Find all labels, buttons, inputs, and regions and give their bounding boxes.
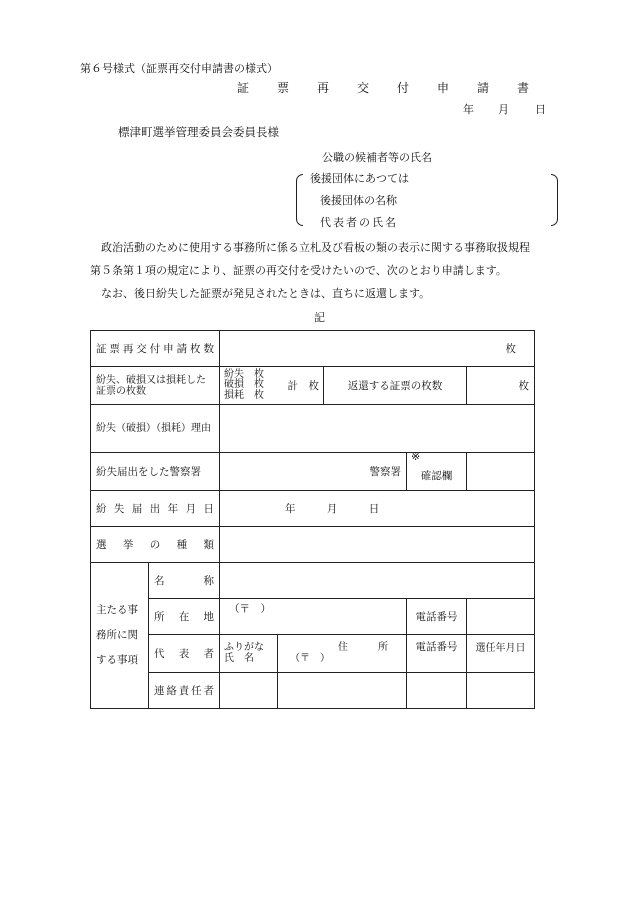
office-phone-label: 電話番号 [407, 599, 467, 635]
report-date-day: 日 [368, 503, 380, 515]
candidate-name-label: 公職の候補者等の氏名 [322, 151, 432, 164]
body-line-3: なお、後日紛失した証票が発見されたときは、直ちに返還します。 [101, 287, 431, 300]
total-label: 計 枚 [287, 380, 319, 392]
police-field[interactable]: 警察署 [220, 453, 407, 491]
row-reissue-count [91, 331, 535, 367]
office-group-line-3: する事項 [96, 654, 138, 666]
office-group-line-2: 務所に関 [96, 629, 138, 641]
confirm-label-cell [407, 450, 467, 491]
row-contact [91, 673, 535, 709]
lost-label: 紛失 枚 [224, 368, 264, 380]
row-report-date [91, 491, 535, 527]
office-address-label: 所在地 [149, 599, 220, 635]
form-number: 第６号様式（証票再交付申請書の様式） [80, 62, 278, 75]
body-line-2: 第５条第１項の規定により、証票の再交付を受けたいので、次のとおり申請します。 [90, 264, 507, 277]
date-month-label: 月 [498, 103, 509, 116]
reissue-count-label: 証票再交付申請枚数 [91, 331, 220, 367]
reason-field[interactable] [220, 405, 535, 453]
row-police [91, 453, 535, 491]
office-address-field[interactable] [220, 599, 407, 635]
reissue-count-field[interactable]: 枚 [220, 331, 535, 367]
date-day-label: 日 [535, 103, 546, 116]
support-group-name-label: 後援団体の名称 [320, 194, 397, 207]
support-group-rep-label: 代表者の氏名 [320, 216, 398, 229]
lost-count-label: 紛失、破損又は損耗した証票の枚数 [91, 367, 220, 405]
confirm-field[interactable] [467, 453, 535, 491]
body-line-1: 政治活動のために使用する事務所に係る立札及び看板の類の表示に関する事務取扱規程 [101, 241, 530, 254]
right-bracket [551, 174, 558, 226]
rep-phone-label: 電話番号 [407, 635, 467, 673]
report-date-year: 年 [285, 503, 296, 515]
rep-term-label: 選任年月日 [467, 635, 535, 673]
row-office-name [91, 563, 535, 599]
date-year-label: 年 [463, 103, 474, 116]
contact-phone-field[interactable] [407, 673, 467, 709]
damaged-label: 破損 枚 [224, 379, 264, 391]
ki-label: 記 [314, 311, 325, 324]
contact-label: 連絡責任者 [149, 673, 220, 709]
office-name-field[interactable] [220, 563, 535, 599]
office-postal: （〒 ） [229, 603, 271, 615]
support-group-block [296, 170, 558, 229]
addressee: 標津町選挙管理委員会委員長様 [118, 125, 279, 139]
lost-count-field[interactable] [220, 367, 324, 405]
return-count-label: 返還する証票の枚数 [324, 367, 467, 405]
confirm-label: 確認欄 [420, 470, 453, 482]
office-group-label [91, 563, 149, 709]
row-office-rep [91, 635, 535, 673]
row-office-address [91, 599, 535, 635]
election-type-field[interactable] [220, 527, 535, 563]
report-date-month: 月 [326, 503, 338, 515]
rep-address-label: 住 所 [338, 642, 388, 653]
report-date-label: 紛失届出年月日 [91, 491, 220, 527]
return-count-field[interactable]: 枚 [467, 367, 535, 405]
shimei-label: 氏 名 [224, 652, 254, 664]
document-title: 証 票 再 交 付 申 請 書 [237, 81, 538, 95]
rep-name-header [220, 635, 278, 673]
rep-postal: （〒 ） [290, 652, 330, 664]
support-group-intro: 後援団体にあつては [310, 172, 409, 185]
office-rep-label: 代表者 [149, 635, 220, 673]
row-election-type [91, 527, 535, 563]
office-name-label: 名称 [149, 563, 220, 599]
reason-label: 紛失（破損）（損耗）理由 [91, 405, 220, 453]
application-table [90, 330, 535, 709]
report-date-field[interactable] [220, 491, 535, 527]
furigana-label: ふりがな [224, 642, 264, 653]
worn-label: 損耗 枚 [224, 389, 264, 401]
office-group-line-1: 主たる事 [96, 604, 138, 616]
police-label: 紛失届出をした警察署 [91, 453, 220, 491]
row-reason [91, 405, 535, 453]
contact-term-field[interactable] [467, 673, 535, 709]
reference-mark: ※ [411, 450, 421, 463]
left-bracket [296, 174, 303, 226]
rep-address-header [278, 635, 407, 673]
contact-address-field[interactable] [278, 673, 407, 709]
election-type-label: 選挙の種類 [91, 527, 220, 563]
contact-name-field[interactable] [220, 673, 278, 709]
row-lost-count [91, 367, 535, 405]
office-phone-field[interactable] [467, 599, 535, 635]
